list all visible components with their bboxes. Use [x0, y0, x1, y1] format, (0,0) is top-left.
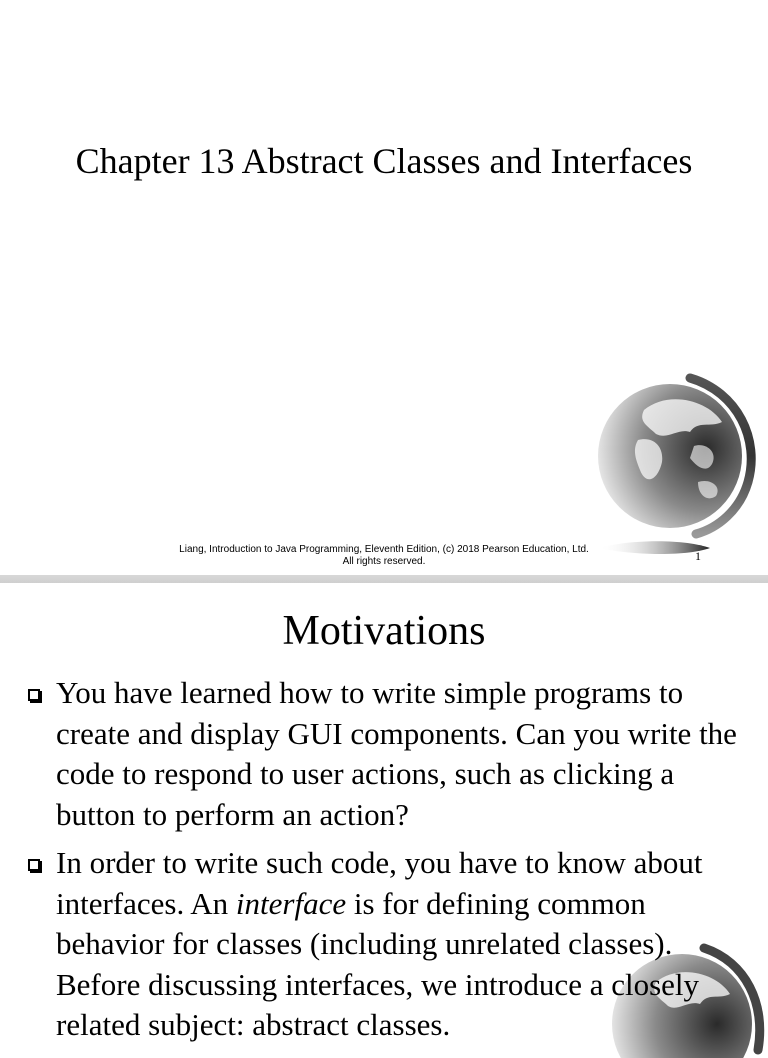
list-item — [28, 673, 748, 835]
slide-footer — [0, 544, 768, 568]
bullet-list — [28, 673, 748, 1054]
square-bullet-icon — [28, 689, 40, 701]
page-number: 1 — [695, 549, 701, 563]
footer-rights: All rights reserved. — [342, 556, 426, 567]
bullet-emphasis-interface: interface — [235, 885, 347, 921]
bullet-text: You have learned how to write simple programs to create and display GUI components. Can you write the code to respond to user actions, such as clicking a button to perform an action? — [56, 675, 737, 832]
bullet-text-start: In order to write such code, you have to know about interfaces. An — [56, 845, 703, 921]
footer-copyright: Liang, Introduction to Java Programming, Eleventh Edition, (c) 2018 Pearson Education, Ltd. — [179, 544, 589, 555]
list-item — [28, 843, 748, 1046]
slide-title: Motivations — [282, 608, 486, 654]
slide-2 — [0, 583, 768, 1042]
square-bullet-icon — [28, 859, 40, 871]
slide-title: Chapter 13 Abstract Classes and Interfaces — [75, 141, 693, 181]
globe-icon — [598, 370, 758, 570]
bullet-text-end: is for defining common behavior for classes (including unrelated classes). Before discussing interfaces, we introduce a closely related subject: abstract classes. — [56, 885, 700, 1042]
